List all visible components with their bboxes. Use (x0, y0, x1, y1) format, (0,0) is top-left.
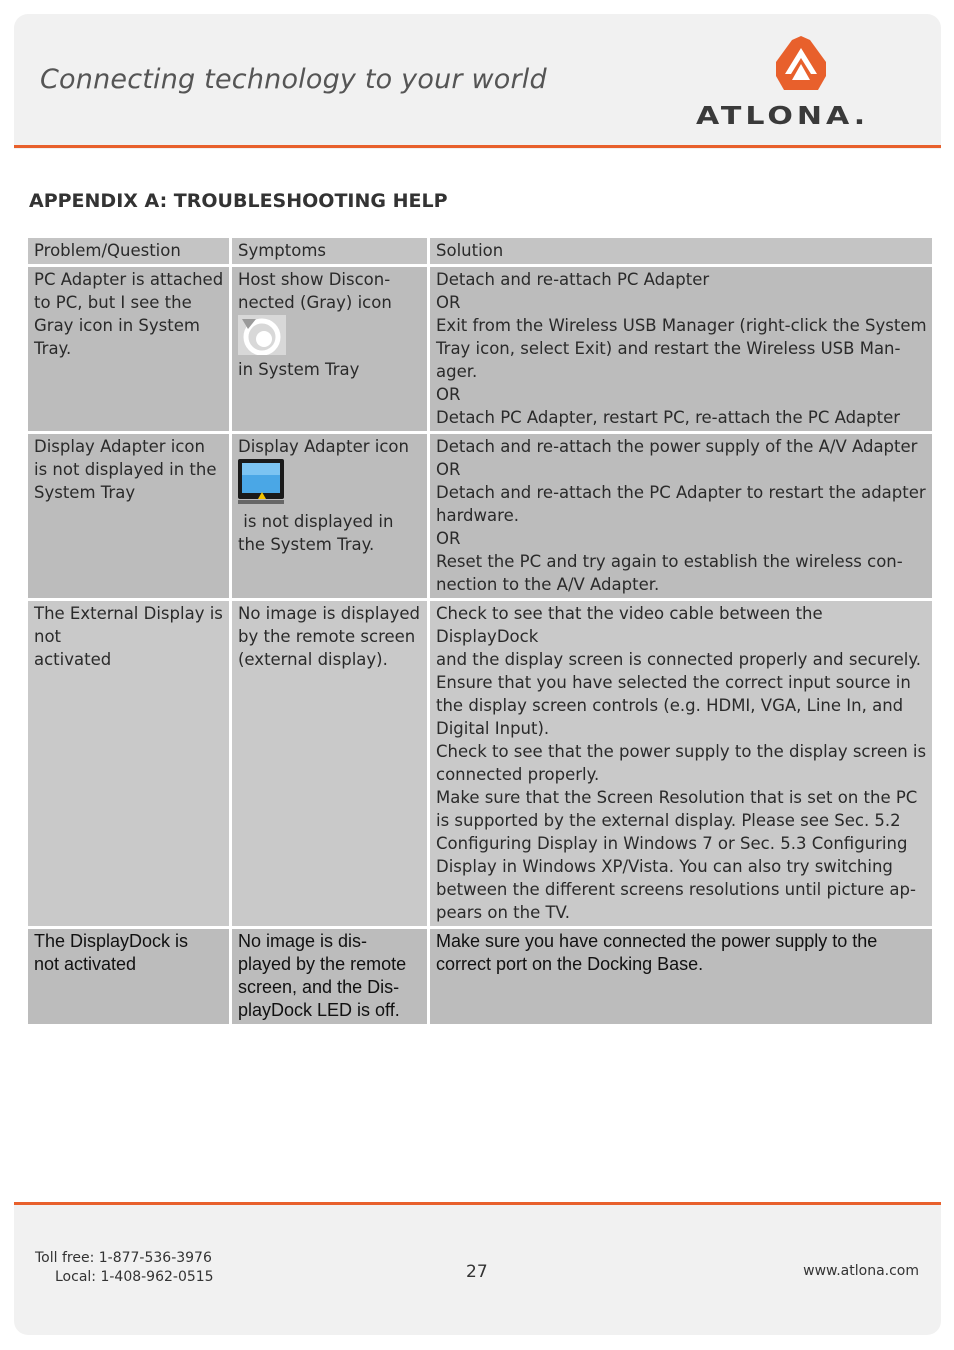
table-row (28, 267, 932, 431)
table-row (28, 601, 932, 926)
column-header-solution: Solution (430, 238, 932, 264)
atlona-logo-icon (770, 34, 832, 96)
column-header-problem: Problem/Question (28, 238, 229, 264)
table-row (28, 434, 932, 598)
solution-cell: Detach and re-attach the power supply of the A/V Adapter OR Detach and re-attach the PC Adapter to restart the adapter hardware. OR Reset the PC and try again to establish the wireless con- nection to the A/V Adapter. (430, 434, 932, 598)
problem-cell: Display Adapter icon is not displayed in the System Tray (28, 434, 229, 598)
header-tagline: Connecting technology to your world (40, 64, 547, 95)
symptoms-cell: Host show Discon- nected (Gray) icon in System Tray (232, 267, 427, 431)
solution-cell: Make sure you have connected the power supply to the correct port on the Docking Base. (430, 929, 932, 1024)
symptoms-cell: No image is dis- played by the remote screen, and the Dis- playDock LED is off. (232, 929, 427, 1024)
solution-cell: Detach and re-attach PC Adapter OR Exit from the Wireless USB Manager (right-click the System Tray icon, select Exit) and restart the Wireless USB Man- ager. OR Detach PC Adapter, restart PC, re-attach the PC Adapter (430, 267, 932, 431)
website-link[interactable]: www.atlona.com (803, 1263, 919, 1279)
atlona-logo-wordmark (696, 102, 916, 136)
problem-cell: PC Adapter is attached to PC, but I see the Gray icon in System Tray. (28, 267, 229, 431)
solution-cell: Check to see that the video cable between the DisplayDock and the display screen is connected properly and securely. Ensure that you have selected the correct input source in the display screen controls (e.g. HDMI, VGA, Line In, and Digital Input). Check to see that the power supply to the display screen is connected properly. Make sure that the Screen Resolution that is set on the PC is supported by the external display. Please see Sec. 5.2 Configuring Display in Windows 7 or Sec. 5.3 Configuring Display in Windows XP/Vista. You can also try switching between the different screens resolutions until picture ap- pears on the TV. (430, 601, 932, 926)
problem-cell: The DisplayDock is not activated (28, 929, 229, 1024)
section-title: APPENDIX A: TROUBLESHOOTING HELP (29, 190, 448, 212)
logo-wordmark-text: ATLONA. (696, 102, 870, 131)
gray-disconnected-icon (238, 315, 286, 355)
page-number: 27 (466, 1262, 488, 1282)
footer-contact (35, 1249, 214, 1287)
footer-divider (14, 1202, 941, 1205)
toll-free-number: Toll free: 1-877-536-3976 (35, 1250, 212, 1266)
troubleshooting-table (25, 235, 935, 1027)
symptoms-cell: No image is displayed by the remote screen (external display). (232, 601, 427, 926)
header-divider (14, 145, 941, 148)
display-adapter-monitor-icon (238, 459, 286, 507)
problem-cell: The External Display is not activated (28, 601, 229, 926)
table-row (28, 929, 932, 1024)
column-header-symptoms: Symptoms (232, 238, 427, 264)
local-number: Local: 1-408-962-0515 (55, 1269, 214, 1285)
table-header-row (28, 238, 932, 264)
symptoms-cell: Display Adapter icon is not displayed in the System Tray. (232, 434, 427, 598)
